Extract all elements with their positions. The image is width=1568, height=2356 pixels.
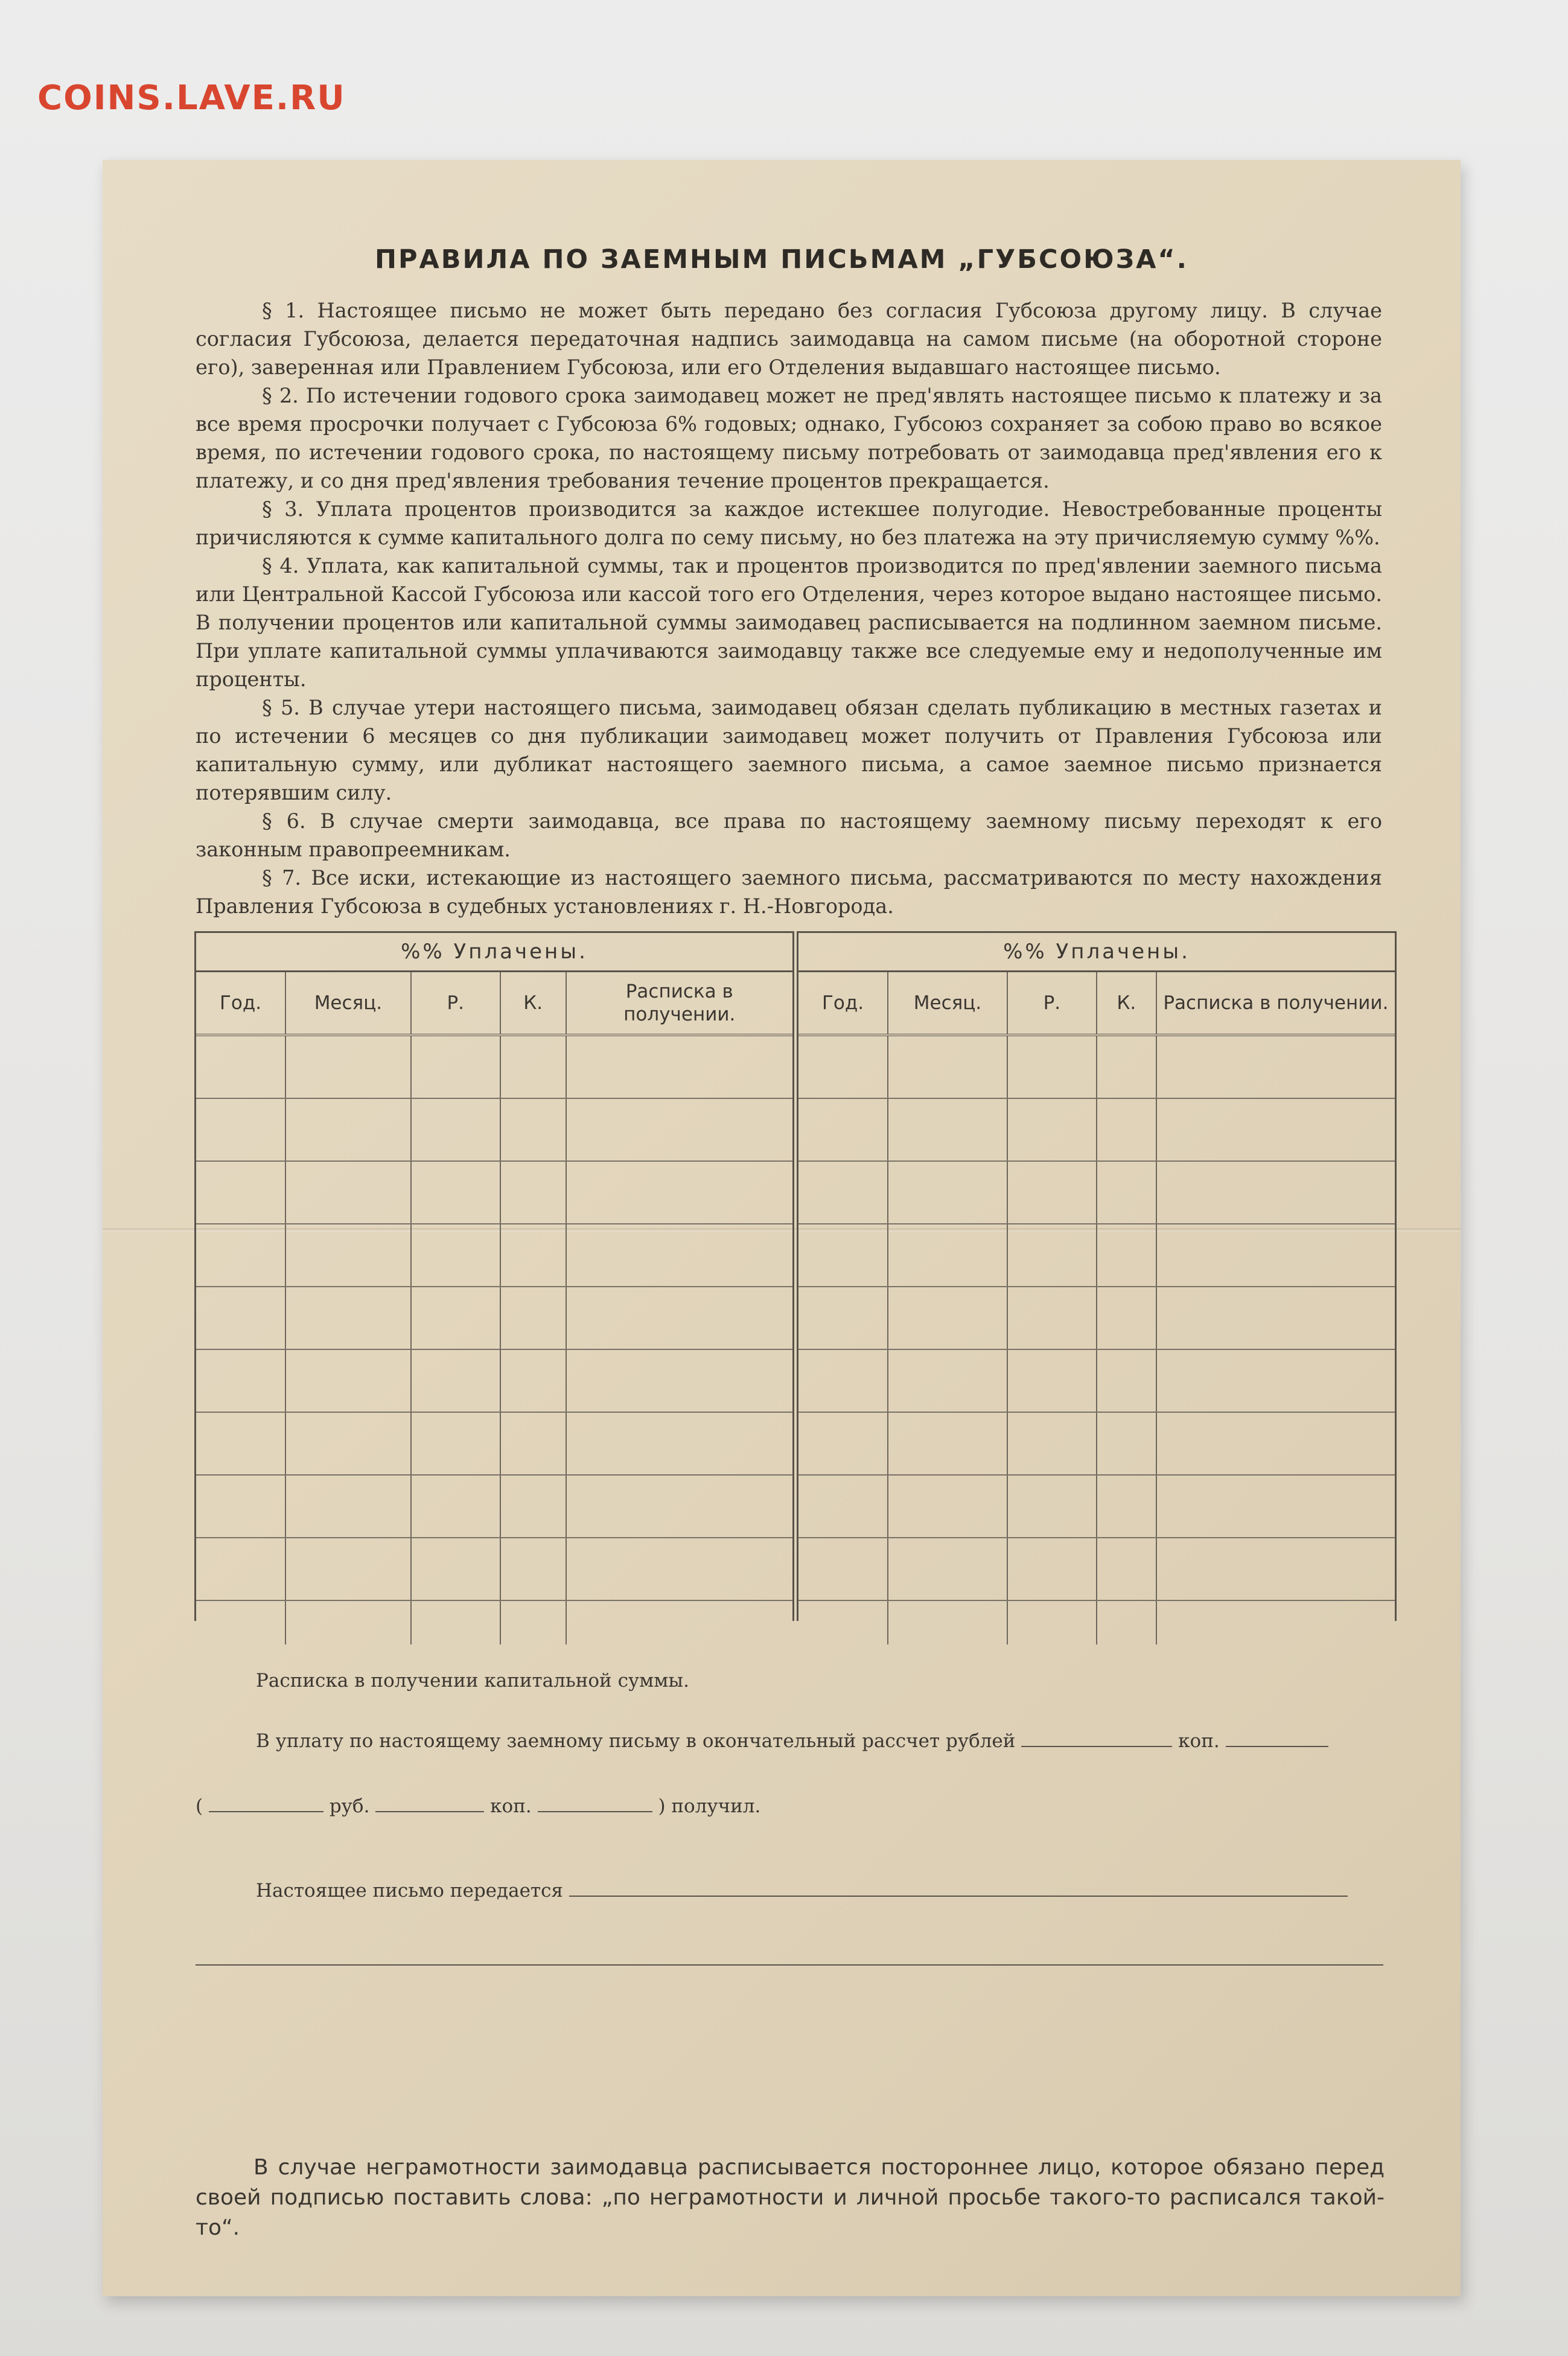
table-row [798,1412,1395,1475]
transfer-text: Настоящее письмо передается [256,1880,563,1902]
table-row [196,1161,792,1224]
table-row [798,1224,1395,1287]
kop-blank [1226,1746,1328,1747]
rule-paragraph: § 6. В случае смерти заимодавца, все права по настоящему заемному письму переходят к его законным правопреемникам. [196,809,1382,861]
rule-paragraph: § 1. Настоящее письмо не может быть передано без согласия Губсоюза другому лицу. В случае согласия Губсоюза, делается передаточная надпись заимодавца на самом письме (на оборотной стороне его), заверенная или Правлением Губсоюза, или его Отделения выдавшаго настоящее письмо. [196,299,1382,379]
document-sheet [103,160,1461,2296]
site-watermark: COINS.LAVE.RU [37,78,346,118]
table-row [798,1098,1395,1161]
table-row [798,1035,1395,1098]
transfer-blank [569,1896,1348,1897]
document-title: ПРАВИЛА ПО ЗАЕМНЫМ ПИСЬМАМ „ГУБСОЮЗА“. [374,244,1189,275]
rule-paragraph: § 3. Уплата процентов производится за каждое истекшее полугодие. Невостребованные проценты причисляются к сумме капитального долга по сему письму, но без платежа на эту причисляемую сумму %%. [196,497,1382,549]
col-month: Месяц. [888,972,1007,1035]
table-row [196,1412,792,1475]
col-kop: К. [500,972,566,1035]
col-rub: Р. [411,972,500,1035]
illiteracy-footnote: В случае неграмотности заимодавца расписывается постороннее лицо, которое обязано перед своей подписью поставить слова: „по неграмотности и личной просьбе такого-то расписался такой-то“. [196,2155,1385,2240]
rule-paragraph: § 5. В случае утери настоящего письма, заимодавец обязан сделать публикацию в местных газетах и по истечении 6 месяцев со дня публикации заимодавец может получить от Правления Губсоюза или капитальную сумму, или дубликат настоящего заемного письма, а самое заемное письмо признается потерявшим силу. [196,696,1382,804]
ledger-table [798,972,1395,1644]
table-row [798,1161,1395,1224]
rule-paragraph: § 2. По истечении годового срока заимодавец может не пред'являть настоящее письмо к платежу и за все время просрочки получает с Губсоюза 6% годовых; однако, Губсоюз сохраняет за собою право во всякое время, по истечении годового срока, по настоящему письму потребовать от заимодавца пред'явления его к платежу, и со дня пред'явления требования течение процентов прекращается. [196,384,1382,492]
receipt-heading: Расписка в получении капитальной суммы. [256,1670,689,1692]
kop-words-blank [375,1811,484,1812]
interest-ledger-left [194,931,794,1621]
kop-words-blank-2 [538,1811,652,1812]
table-row [798,1600,1395,1644]
rule-paragraph: § 4. Уплата, как капитальной суммы, так и процентов производится по пред'явлении заемного письма или Центральной Кассой Губсоюза или кассой того его Отделения, через которое выдано настоящее письмо. В получении процентов или капитальной суммы заимодавец расписывается на подлинном заемном письме. При уплате капитальной суммы уплачиваются заимодавцу также все следуемые ему и недополученные им проценты. [196,554,1382,691]
table-row [196,1349,792,1412]
open-paren: ( [196,1795,203,1817]
kop-label: коп. [1178,1730,1220,1752]
transfer-line [256,1880,1385,1902]
col-year: Год. [196,972,285,1035]
received-label: ) получил. [658,1795,761,1817]
col-receipt: Расписка в получении. [1156,972,1395,1035]
table-row [798,1349,1395,1412]
rubles-blank [1021,1746,1172,1747]
rules-text [196,296,1382,920]
table-row [196,1538,792,1600]
table-row [196,1035,792,1098]
ledger-caption: %% Уплачены. [798,933,1395,972]
payment-text: В уплату по настоящему заемному письму в окончательный рассчет рублей [256,1730,1016,1752]
col-month: Месяц. [285,972,410,1035]
ledger-table [196,972,792,1644]
kop-label-2: коп. [490,1795,532,1817]
table-row [196,1224,792,1287]
col-receipt: Расписка в получении. [566,972,792,1035]
table-row [798,1475,1395,1538]
rub-label: руб. [329,1795,370,1817]
interest-ledger-right [797,931,1397,1621]
table-row [196,1600,792,1644]
table-row [798,1538,1395,1600]
table-row [196,1287,792,1349]
col-year: Год. [798,972,888,1035]
col-kop: К. [1097,972,1156,1035]
table-row [798,1287,1395,1349]
amount-words-line [196,1795,760,1817]
transfer-blank-line-2 [196,1964,1383,1966]
rule-paragraph: § 7. Все иски, истекающие из настоящего заемного письма, рассматриваются по месту нахождения Правления Губсоюза в судебных установлениях г. Н.-Новгорода. [196,866,1382,918]
ledger-caption: %% Уплачены. [196,933,792,972]
payment-line [256,1730,1385,1752]
table-row [196,1098,792,1161]
rub-words-blank [209,1811,323,1812]
table-row [196,1475,792,1538]
col-rub: Р. [1007,972,1097,1035]
